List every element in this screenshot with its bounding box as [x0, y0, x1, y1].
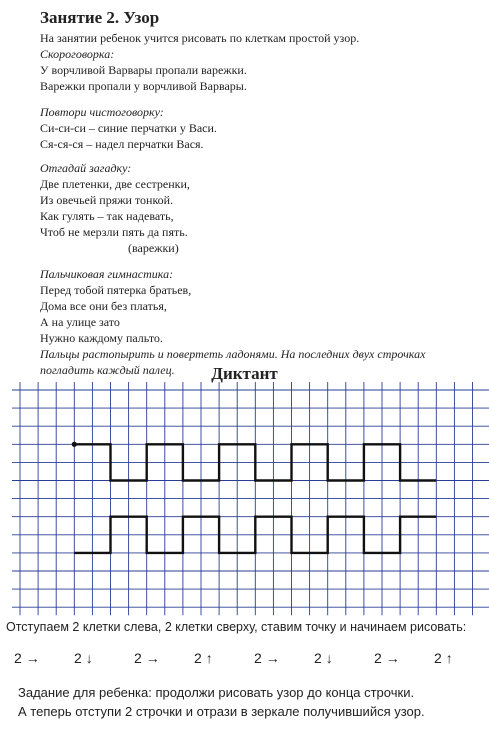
step-count: 2 [314, 650, 322, 666]
step-5 [254, 650, 280, 666]
riddle-line: Как гулять – так надевать, [40, 209, 174, 223]
step-count: 2 [194, 650, 202, 666]
step-count: 2 [74, 650, 82, 666]
riddle-line: Из овечьей пряжи тонкой. [40, 193, 174, 207]
arrow-right-icon: → [25, 650, 40, 666]
step-count: 2 [374, 650, 382, 666]
task-line-1: Задание для ребенка: продолжи рисовать узор до конца строчки. [18, 685, 415, 700]
step-3 [134, 650, 160, 666]
step-8 [434, 650, 453, 666]
riddle-line: Чтоб не мерзли пять да пять. [40, 225, 188, 239]
tongue-twister-line: У ворчливой Варвары пропали варежки. [40, 63, 247, 77]
start-dot [72, 442, 77, 447]
arrow-up-icon: ↑ [445, 650, 453, 666]
step-1 [14, 650, 40, 666]
riddle-answer: (варежки) [128, 241, 179, 255]
pure-phrase-heading: Повтори чистоговорку: [40, 105, 164, 119]
step-6 [314, 650, 333, 666]
dictation-title: Диктант [211, 364, 278, 383]
finger-gym-line: Нужно каждому пальто. [40, 331, 163, 345]
arrow-right-icon: → [265, 650, 280, 666]
arrow-right-icon: → [145, 650, 160, 666]
step-count: 2 [254, 650, 262, 666]
step-7 [374, 650, 400, 666]
intro-text: На занятии ребенок учится рисовать по клеткам простой узор. [40, 31, 360, 45]
arrow-up-icon: ↑ [205, 650, 213, 666]
finger-gym-line: Дома все они без платья, [40, 299, 167, 313]
arrow-down-icon: ↓ [85, 650, 93, 666]
task-line-2: А теперь отступи 2 строчки и отрази в зеркале получившийся узор. [18, 704, 425, 719]
tongue-twister-line: Варежки пропали у ворчливой Варвары. [40, 79, 247, 93]
step-count: 2 [134, 650, 142, 666]
grid-lines [12, 382, 489, 615]
pure-phrase-line: Ся-ся-ся – надел перчатки Вася. [40, 137, 204, 151]
dictation-instruction: Отступаем 2 клетки слева, 2 клетки сверху, ставим точку и начинаем рисовать: [6, 620, 467, 634]
finger-gym-note: Пальцы растопырить и повертеть ладонями. На последних двух строчках погладить каждый палец. [40, 347, 426, 377]
lesson-title: Занятие 2. Узор [40, 8, 160, 27]
arrow-right-icon: → [385, 650, 400, 666]
riddle-heading: Отгадай загадку: [40, 161, 132, 175]
riddle-line: Две плетенки, две сестренки, [40, 177, 190, 191]
tongue-twister-heading: Скороговорка: [40, 47, 115, 61]
pure-phrase-line: Си-си-си – синие перчатки у Васи. [40, 121, 217, 135]
step-2 [74, 650, 93, 666]
step-4 [194, 650, 213, 666]
arrow-down-icon: ↓ [325, 650, 333, 666]
finger-gym-line: А на улице зато [40, 315, 120, 329]
step-count: 2 [14, 650, 22, 666]
step-count: 2 [434, 650, 442, 666]
finger-gym-line: Перед тобой пятерка братьев, [40, 283, 192, 297]
finger-gym-heading: Пальчиковая гимнастика: [40, 267, 174, 281]
